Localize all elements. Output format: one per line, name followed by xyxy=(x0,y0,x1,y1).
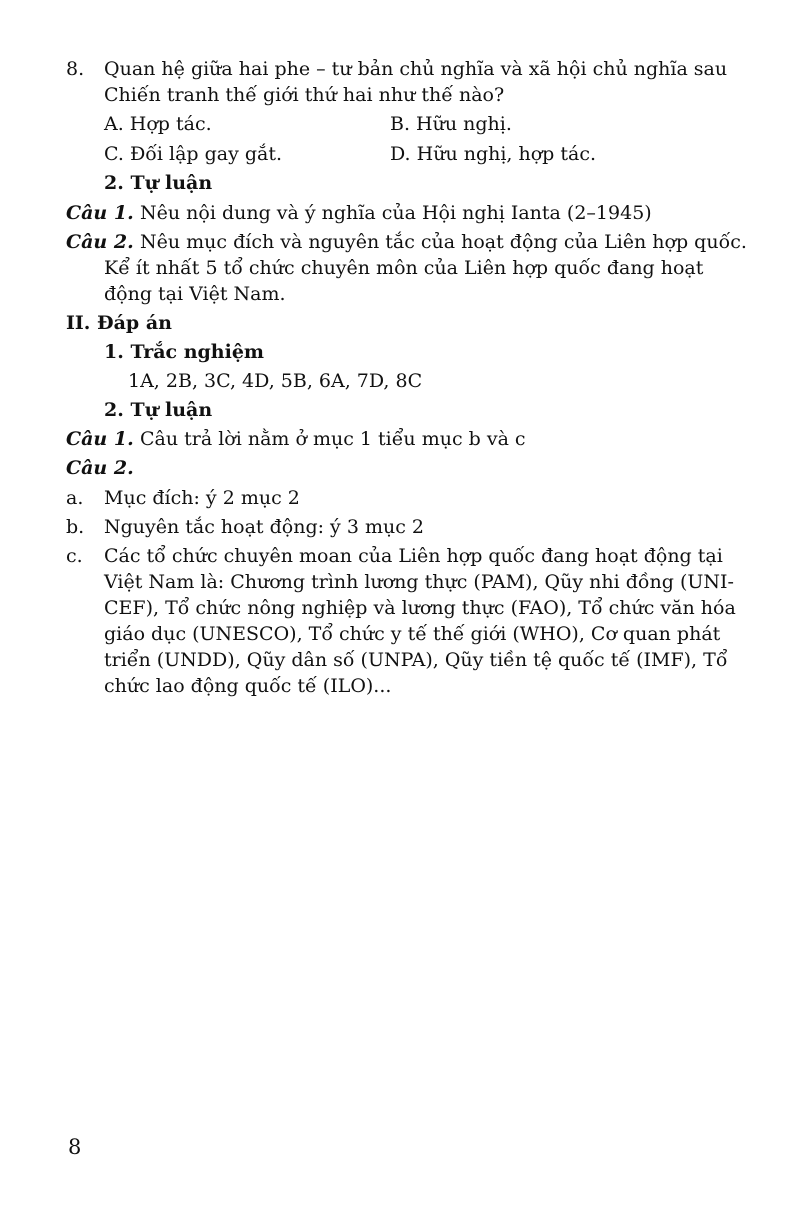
cau2-text-line-1: Nêu mục đích và nguyên tắc của hoạt động của Liên hợp quốc. xyxy=(140,231,747,253)
option-a: A. Hợp tác. xyxy=(104,113,212,135)
option-c: C. Đối lập gay gắt. xyxy=(104,143,283,165)
question-text-line-1: Quan hệ giữa hai phe – tư bản chủ nghĩa và xã hội chủ nghĩa sau xyxy=(104,58,728,80)
question-number: 8. xyxy=(66,58,85,80)
essay-heading: 2. Tự luận xyxy=(104,172,213,194)
answer-item-text: Nguyên tắc hoạt động: ý 3 mục 2 xyxy=(104,516,424,538)
answers-essay-heading: 2. Tự luận xyxy=(104,399,213,421)
answer-item-text: Mục đích: ý 2 mục 2 xyxy=(104,487,300,509)
cau1-text: Nêu nội dung và ý nghĩa của Hội nghị Ianta (2–1945) xyxy=(140,202,652,224)
option-d: D. Hữu nghị, hợp tác. xyxy=(390,143,597,165)
answer-cau2-label: Câu 2. xyxy=(66,457,134,479)
answer-item-marker: a. xyxy=(66,487,84,509)
multiple-choice-answers: 1A, 2B, 3C, 4D, 5B, 6A, 7D, 8C xyxy=(128,370,423,392)
answer-item-marker: c. xyxy=(66,545,83,567)
cau2-text-line-2: Kể ít nhất 5 tổ chức chuyên môn của Liên hợp quốc đang hoạt xyxy=(104,257,704,279)
cau2-label: Câu 2. xyxy=(66,231,134,253)
answer-item-text: Các tổ chức chuyên moan của Liên hợp quốc đang hoạt động tại xyxy=(104,545,723,567)
option-b: B. Hữu nghị. xyxy=(390,113,512,135)
answer-item-text: CEF), Tổ chức nông nghiệp và lương thực (FAO), Tổ chức văn hóa xyxy=(104,597,736,619)
answers-heading: II. Đáp án xyxy=(66,312,172,334)
page-number: 8 xyxy=(68,1135,82,1159)
answer-cau1-text: Câu trả lời nằm ở mục 1 tiểu mục b và c xyxy=(140,428,526,450)
answer-item-text: triển (UNDD), Qũy dân số (UNPA), Qũy tiền tệ quốc tế (IMF), Tổ xyxy=(104,649,728,671)
answer-item-marker: b. xyxy=(66,516,85,538)
cau1-label: Câu 1. xyxy=(66,202,134,224)
answer-cau1-label: Câu 1. xyxy=(66,428,134,450)
answer-item-text: chức lao động quốc tế (ILO)... xyxy=(104,675,392,697)
answer-item-text: giáo dục (UNESCO), Tổ chức y tế thế giới (WHO), Cơ quan phát xyxy=(104,623,721,645)
question-text-line-2: Chiến tranh thế giới thứ hai như thế nào? xyxy=(104,84,505,106)
answer-item-text: Việt Nam là: Chương trình lương thực (PAM), Qũy nhi đồng (UNI- xyxy=(104,571,734,593)
multiple-choice-heading: 1. Trắc nghiệm xyxy=(104,341,265,363)
cau2-text-line-3: động tại Việt Nam. xyxy=(104,283,286,305)
